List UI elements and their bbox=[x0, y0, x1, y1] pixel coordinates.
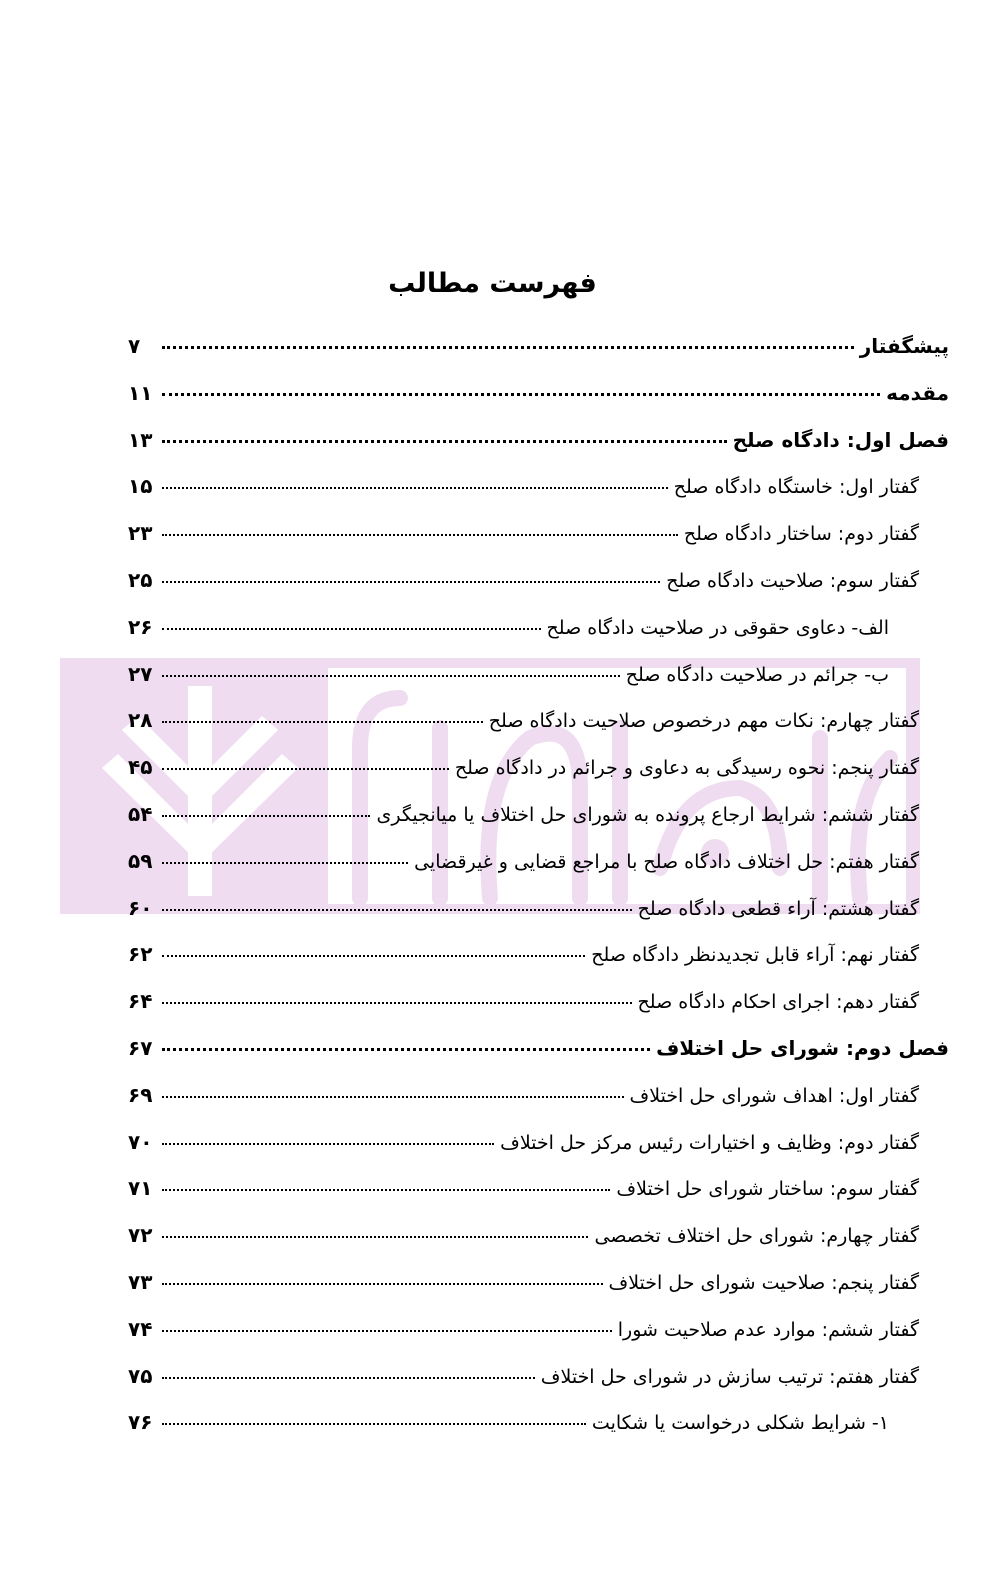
toc-entry-page: ۷۳ bbox=[128, 1269, 153, 1294]
dot-leader bbox=[162, 909, 632, 911]
toc-entry-label: گفتار ششم: شرایط ارجاع پرونده به شورای حل اختلاف یا میانجیگری bbox=[376, 803, 919, 826]
dot-leader bbox=[162, 1096, 624, 1098]
dot-leader bbox=[162, 815, 370, 817]
toc-entry-label: ۱- شرایط شکلی درخواست یا شکایت bbox=[591, 1412, 889, 1435]
toc-entry-page: ۶۰ bbox=[128, 895, 153, 920]
toc-entry[interactable] bbox=[128, 1223, 949, 1270]
toc-entry[interactable] bbox=[128, 568, 949, 615]
dot-leader bbox=[162, 675, 620, 677]
dot-leader bbox=[162, 1283, 603, 1285]
dot-leader bbox=[162, 1143, 494, 1145]
toc-entry-label: گفتار ششم: موارد عدم صلاحیت شورا bbox=[617, 1318, 919, 1341]
dot-leader bbox=[162, 1330, 612, 1332]
toc-entry-page: ۱۵ bbox=[128, 474, 153, 499]
toc-entry-label: الف- دعاوی حقوقی در صلاحیت دادگاه صلح bbox=[546, 616, 889, 639]
toc-entry-label: فصل دوم: شورای حل اختلاف bbox=[656, 1035, 949, 1060]
toc-entry[interactable] bbox=[128, 802, 949, 849]
toc-entry[interactable] bbox=[128, 428, 949, 475]
toc-entry-page: ۶۹ bbox=[128, 1082, 153, 1107]
toc-entry[interactable] bbox=[128, 755, 949, 802]
toc-entry[interactable] bbox=[128, 1270, 949, 1317]
toc-entry[interactable] bbox=[128, 942, 949, 989]
toc-entry-label: گفتار سوم: صلاحیت دادگاه صلح bbox=[666, 569, 919, 592]
toc-entry[interactable] bbox=[128, 1317, 949, 1364]
toc-entry-label: گفتار نهم: آراء قابل تجدیدنظر دادگاه صلح bbox=[591, 944, 919, 967]
dot-leader bbox=[162, 1377, 535, 1379]
toc-entry-label: پیشگفتار bbox=[859, 334, 949, 358]
toc-entry-label: مقدمه bbox=[886, 380, 949, 405]
toc-entry[interactable] bbox=[128, 896, 949, 943]
toc-entry[interactable] bbox=[128, 1176, 949, 1223]
toc-entry-page: ۷۶ bbox=[128, 1410, 153, 1435]
toc-entry-label: ب- جرائم در صلاحیت دادگاه صلح bbox=[625, 663, 889, 686]
dot-leader bbox=[162, 393, 880, 396]
toc-entry[interactable] bbox=[128, 662, 949, 709]
dot-leader bbox=[162, 346, 854, 349]
dot-leader bbox=[162, 440, 727, 443]
dot-leader bbox=[162, 487, 668, 489]
toc-entry-page: ۷۱ bbox=[128, 1176, 153, 1201]
toc-entry-label: گفتار هفتم: حل اختلاف دادگاه صلح با مراجع قضایی و غیرقضایی bbox=[414, 850, 919, 873]
toc-entry[interactable] bbox=[128, 334, 949, 381]
toc-entry-page: ۵۴ bbox=[128, 801, 153, 826]
toc-entry-page: ۱۱ bbox=[128, 380, 153, 405]
toc-entry-page: ۶۷ bbox=[128, 1035, 153, 1060]
dot-leader bbox=[162, 1189, 610, 1191]
dot-leader bbox=[162, 955, 585, 957]
toc-entry-label: گفتار دوم: وظایف و اختیارات رئیس مرکز حل اختلاف bbox=[500, 1131, 919, 1154]
toc-entry-page: ۷۵ bbox=[128, 1363, 153, 1388]
dot-leader bbox=[162, 1048, 650, 1051]
dot-leader bbox=[162, 721, 483, 723]
toc-entry-label: گفتار چهارم: نکات مهم درخصوص صلاحیت دادگاه صلح bbox=[488, 710, 919, 733]
toc-entry-page: ۷ bbox=[128, 334, 141, 358]
toc-entry-page: ۶۴ bbox=[128, 989, 153, 1014]
toc-entry[interactable] bbox=[128, 521, 949, 568]
toc-entry-page: ۲۶ bbox=[128, 614, 153, 639]
toc-entry-page: ۱۳ bbox=[128, 427, 153, 452]
dot-leader bbox=[162, 768, 449, 770]
toc-entry-label: گفتار پنجم: صلاحیت شورای حل اختلاف bbox=[608, 1271, 919, 1294]
toc-entry[interactable] bbox=[128, 1410, 949, 1457]
toc-entry[interactable] bbox=[128, 989, 949, 1036]
toc-entry-label: گفتار دهم: اجرای احکام دادگاه صلح bbox=[637, 991, 919, 1014]
toc-entry-page: ۶۲ bbox=[128, 942, 153, 967]
toc-entry[interactable] bbox=[128, 615, 949, 662]
toc-entry-label: گفتار دوم: ساختار دادگاه صلح bbox=[683, 523, 919, 546]
dot-leader bbox=[162, 1423, 586, 1425]
toc-entry[interactable] bbox=[128, 708, 949, 755]
toc-entry-label: گفتار چهارم: شورای حل اختلاف تخصصی bbox=[594, 1225, 919, 1248]
toc-entry-label: گفتار اول: اهداف شورای حل اختلاف bbox=[629, 1084, 919, 1107]
toc-entry[interactable] bbox=[128, 1130, 949, 1177]
toc-entry-label: گفتار پنجم: نحوه رسیدگی به دعاوی و جرائم در دادگاه صلح bbox=[454, 757, 919, 780]
toc-entry-label: گفتار سوم: ساختار شورای حل اختلاف bbox=[616, 1178, 919, 1201]
dot-leader bbox=[162, 862, 408, 864]
toc-entry[interactable] bbox=[128, 849, 949, 896]
toc-entry-page: ۲۷ bbox=[128, 661, 153, 686]
dot-leader bbox=[162, 1002, 632, 1004]
toc-entry[interactable] bbox=[128, 1083, 949, 1130]
toc-entry[interactable] bbox=[128, 381, 949, 428]
toc-entry-label: گفتار هشتم: آراء قطعی دادگاه صلح bbox=[637, 897, 919, 920]
toc-entry[interactable] bbox=[128, 1364, 949, 1411]
dot-leader bbox=[162, 534, 678, 536]
toc-entry-label: گفتار هفتم: ترتیب سازش در شورای حل اختلاف bbox=[540, 1365, 919, 1388]
toc-entry-label: فصل اول: دادگاه صلح bbox=[732, 427, 949, 452]
toc-entry[interactable] bbox=[128, 474, 949, 521]
page-title: فهرست مطالب bbox=[388, 268, 597, 299]
dot-leader bbox=[162, 628, 541, 630]
toc-entry-page: ۲۳ bbox=[128, 521, 153, 546]
table-of-contents bbox=[128, 334, 949, 1457]
toc-entry-page: ۵۹ bbox=[128, 848, 153, 873]
toc-entry-page: ۴۵ bbox=[128, 755, 153, 780]
toc-entry-page: ۲۵ bbox=[128, 567, 153, 592]
toc-entry-page: ۷۲ bbox=[128, 1223, 153, 1248]
dot-leader bbox=[162, 581, 660, 583]
toc-entry-page: ۲۸ bbox=[128, 708, 153, 733]
toc-entry[interactable] bbox=[128, 1036, 949, 1083]
toc-entry-label: گفتار اول: خاستگاه دادگاه صلح bbox=[673, 476, 919, 499]
toc-entry-page: ۷۰ bbox=[128, 1129, 153, 1154]
dot-leader bbox=[162, 1236, 588, 1238]
toc-entry-page: ۷۴ bbox=[128, 1316, 153, 1341]
